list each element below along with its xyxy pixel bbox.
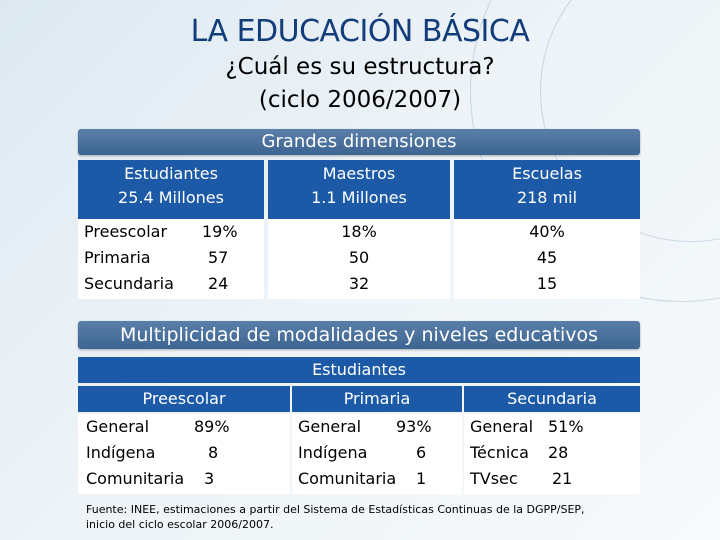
footnote-line: inicio del ciclo escolar 2006/2007.: [86, 518, 274, 531]
table-row: [464, 440, 640, 466]
table-row: [454, 271, 640, 297]
modality-value: 89%: [194, 417, 230, 436]
modality-value: 93%: [396, 417, 432, 436]
modality-label: TVsec: [470, 469, 518, 488]
modality-value: 6: [416, 443, 427, 462]
column-total: 25.4 Millones: [118, 188, 224, 207]
page-subtitle: ¿Cuál es su estructura?: [225, 54, 495, 80]
students-header: Estudiantes: [78, 357, 640, 383]
footnote-line: Fuente: INEE, estimaciones a partir del Sistema de Estadísticas Continuas de la DGPP/SEP,: [86, 503, 585, 516]
preescolar-modalities: [78, 414, 290, 494]
table-row: [454, 245, 640, 271]
modality-label: Indígena: [86, 443, 156, 462]
level-value: 15: [536, 274, 558, 293]
column-name: Escuelas: [512, 164, 582, 183]
level-value: 18%: [341, 222, 377, 241]
level-value: 19%: [202, 222, 238, 241]
table-row: [464, 414, 640, 440]
modality-label: General: [470, 417, 534, 436]
modality-value: 51%: [548, 417, 584, 436]
level-label: Primaria: [84, 248, 151, 267]
column-header-escuelas: [454, 160, 640, 219]
modality-value: 21: [552, 469, 573, 488]
column-header-maestros: [268, 160, 450, 219]
group-header-secundaria: Secundaria: [464, 386, 640, 412]
column-total: 218 mil: [516, 188, 578, 207]
level-value: 45: [536, 248, 558, 267]
table-row: [292, 466, 462, 492]
schools-breakdown: [454, 219, 640, 299]
modality-value: 8: [208, 443, 219, 462]
modality-label: General: [298, 417, 362, 436]
column-total: 1.1 Millones: [311, 188, 407, 207]
column-name: Estudiantes: [124, 164, 218, 183]
secundaria-modalities: [464, 414, 640, 494]
source-footnote: [86, 502, 646, 532]
period-label: (ciclo 2006/2007): [258, 87, 462, 113]
level-label: Preescolar: [84, 222, 168, 241]
level-value: 57: [208, 248, 229, 267]
modality-label: Comunitaria: [86, 469, 185, 488]
modality-value: 28: [548, 443, 569, 462]
modality-value: 1: [416, 469, 427, 488]
table-row: [268, 245, 450, 271]
table-row: [464, 466, 640, 492]
students-breakdown: [78, 219, 264, 299]
section-banner-grandes-dimensiones: Grandes dimensiones: [78, 129, 640, 155]
section-banner-modalidades: Multiplicidad de modalidades y niveles educativos: [78, 321, 640, 349]
level-label: Secundaria: [84, 274, 174, 293]
level-value: 24: [208, 274, 229, 293]
table-row: [268, 271, 450, 297]
group-header-preescolar: Preescolar: [78, 386, 290, 412]
modality-label: Indígena: [298, 443, 368, 462]
modality-label: General: [86, 417, 150, 436]
table-row: [454, 219, 640, 245]
modality-value: 3: [204, 469, 215, 488]
teachers-breakdown: [268, 219, 450, 299]
column-header-estudiantes: [78, 160, 264, 219]
table-row: [268, 219, 450, 245]
table-row: [78, 466, 290, 492]
table-row: [78, 245, 264, 271]
page-title: LA EDUCACIÓN BÁSICA: [190, 14, 530, 49]
modality-label: Técnica: [470, 443, 529, 462]
level-value: 40%: [529, 222, 565, 241]
table-row: [292, 414, 462, 440]
table-row: [78, 440, 290, 466]
level-value: 50: [348, 248, 370, 267]
primaria-modalities: [292, 414, 462, 494]
table-row: [292, 440, 462, 466]
level-value: 32: [348, 274, 370, 293]
table-row: [78, 271, 264, 297]
table-row: [78, 219, 264, 245]
table-row: [78, 414, 290, 440]
column-name: Maestros: [322, 164, 396, 183]
group-header-primaria: Primaria: [292, 386, 462, 412]
modality-label: Comunitaria: [298, 469, 397, 488]
